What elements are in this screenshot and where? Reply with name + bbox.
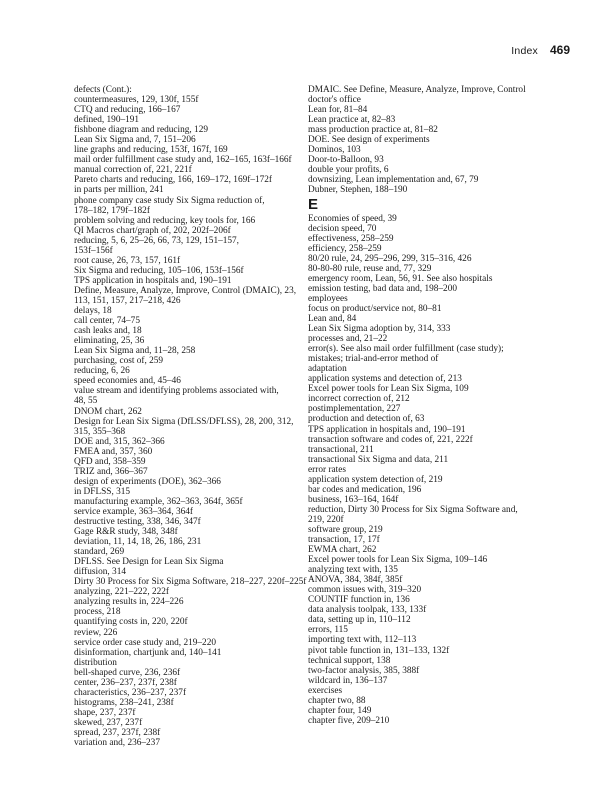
index-subentry: Gage R&R study, 348, 348f bbox=[74, 527, 178, 538]
index-subentry: common issues with, 319–320 bbox=[308, 585, 422, 596]
index-subentry: chapter five, 209–210 bbox=[308, 715, 390, 726]
index-subentry: quantifying costs in, 220, 220f bbox=[74, 617, 188, 628]
index-subentry: decision speed, 70 bbox=[308, 223, 377, 234]
index-subentry: histograms, 238–241, 238f bbox=[74, 697, 174, 708]
index-entry: exercises bbox=[308, 685, 343, 696]
index-subentry: production and detection of, 63 bbox=[308, 414, 425, 425]
index-entry: disinformation, chartjunk and, 140–141 bbox=[74, 647, 222, 658]
index-entry: doctor's office bbox=[308, 95, 361, 106]
index-letter-heading: E bbox=[308, 195, 319, 213]
index-subentry: analyzing results in, 224–226 bbox=[74, 597, 184, 608]
index-subentry: Six Sigma and reducing, 105–106, 153f–156f bbox=[74, 265, 244, 276]
index-subentry: shape, 237, 237f bbox=[74, 707, 136, 718]
index-subentry: in DFLSS, 315 bbox=[74, 486, 131, 497]
index-subentry: DOE and, 315, 362–366 bbox=[74, 436, 165, 447]
index-subentry: QI Macros chart/graph of, 202, 202f–206f bbox=[74, 225, 231, 236]
index-entry: EWMA chart, 262 bbox=[308, 545, 377, 556]
index-subentry: transactional Six Sigma and data, 211 bbox=[308, 454, 449, 465]
index-entry: deviation, 11, 14, 18, 26, 186, 231 bbox=[74, 537, 202, 548]
index-subentry: Lean Six Sigma adoption by, 314, 333 bbox=[308, 324, 451, 335]
index-subentry: chapter four, 149 bbox=[308, 705, 372, 716]
index-subentry: Lean and, 84 bbox=[308, 313, 357, 324]
index-subentry: TPS application in hospitals and, 190–191 bbox=[74, 275, 232, 286]
index-subentry: Lean Six Sigma and, 11–28, 258 bbox=[74, 346, 196, 357]
index-subentry: 219, 220f bbox=[308, 514, 344, 525]
index-subentry: reducing, 5, 6, 25–26, 66, 73, 129, 151–157, bbox=[74, 235, 240, 246]
index-subentry: focus on product/service not, 80–81 bbox=[308, 303, 442, 314]
running-header bbox=[511, 43, 570, 59]
index-entry: Dirty 30 Process for Six Sigma Software, 218–227, 220f–225f bbox=[74, 577, 307, 588]
index-subentry: two-factor analysis, 385, 388f bbox=[308, 665, 420, 676]
index-subentry: analyzing text with, 135 bbox=[308, 565, 398, 576]
index-entry: design of experiments (DOE), 362–366 bbox=[74, 476, 221, 487]
index-subentry: countermeasures, 129, 130f, 155f bbox=[74, 95, 199, 106]
index-entry: error rates bbox=[308, 464, 346, 475]
index-entry: defects (Cont.): bbox=[74, 85, 132, 95]
index-subentry: characteristics, 236–237, 237f bbox=[74, 687, 187, 698]
index-subentry: fishbone diagram and reducing, 129 bbox=[74, 125, 208, 136]
index-subentry: purchasing, cost of, 259 bbox=[74, 356, 164, 367]
index-subentry: Pareto charts and reducing, 166, 169–172, 169f–172f bbox=[74, 175, 273, 186]
index-entry: 80/20 rule, 24, 295–296, 299, 315–316, 426 bbox=[308, 253, 472, 264]
index-subentry: center, 236–237, 237f, 238f bbox=[74, 677, 177, 688]
index-subentry: skewed, 237, 237f bbox=[74, 717, 143, 728]
index-subentry: manufacturing example, 362–363, 364f, 365f bbox=[74, 496, 243, 507]
index-subentry: transaction software and codes of, 221, 222f bbox=[308, 434, 473, 445]
index-subentry: importing text with, 112–113 bbox=[308, 635, 417, 646]
index-subentry: review, 226 bbox=[74, 627, 118, 638]
index-subentry: data analysis toolpak, 133, 133f bbox=[308, 605, 427, 616]
index-subentry: CTQ and reducing, 166–167 bbox=[74, 105, 181, 116]
index-entry: destructive testing, 338, 346, 347f bbox=[74, 517, 201, 528]
index-subentry: Lean practice at, 82–83 bbox=[308, 115, 396, 126]
index-subentry: value stream and identifying problems associated with, bbox=[74, 386, 279, 397]
index-subentry: in parts per million, 241 bbox=[74, 185, 164, 196]
index-subentry: root cause, 26, 73, 157, 161f bbox=[74, 255, 181, 266]
index-entry: DMAIC. See Define, Measure, Analyze, Improve, Control bbox=[308, 85, 526, 95]
index-subentry: TRIZ and, 366–367 bbox=[74, 466, 148, 477]
index-subentry: chapter two, 88 bbox=[308, 695, 366, 706]
index-subentry: problem solving and reducing, key tools for, 166 bbox=[74, 215, 256, 226]
index-subentry: Excel power tools for Lean Six Sigma, 109 bbox=[308, 384, 469, 395]
index-subentry: 48, 55 bbox=[74, 396, 98, 407]
index-entry: diffusion, 314 bbox=[74, 567, 126, 578]
index-entry: Design for Lean Six Sigma (DfLSS/DFLSS), 28, 200, 312, bbox=[74, 416, 294, 427]
index-subentry: cash leaks and, 18 bbox=[74, 326, 142, 337]
index-subentry: processes and, 21–22 bbox=[308, 334, 388, 345]
index-subentry: business, 163–164, 164f bbox=[308, 494, 399, 505]
index-subentry: pivot table function in, 131–133, 132f bbox=[308, 645, 450, 656]
index-entry: Dubner, Stephen, 188–190 bbox=[308, 185, 408, 196]
index-subentry: Lean Six Sigma and, 7, 151–206 bbox=[74, 135, 196, 146]
index-entry: efficiency, 258–259 bbox=[308, 243, 382, 254]
index-subentry: application system detection of, 219 bbox=[308, 474, 443, 485]
index-subentry: technical support, 138 bbox=[308, 655, 391, 666]
section-title: Index bbox=[511, 45, 538, 57]
index-subentry: manual correction of, 221, 221f bbox=[74, 165, 192, 176]
index-subentry: software group, 219 bbox=[308, 524, 383, 535]
index-subentry: process, 218 bbox=[74, 607, 121, 618]
index-subentry: spread, 237, 237f, 238f bbox=[74, 728, 161, 738]
index-subentry: postimplementation, 227 bbox=[308, 404, 401, 415]
index-subentry: FMEA and, 357, 360 bbox=[74, 446, 153, 457]
index-subentry: incorrect correction of, 212 bbox=[308, 394, 410, 405]
index-column-left bbox=[74, 85, 306, 748]
index-entry: employees bbox=[308, 293, 348, 304]
index-subentry: variation and, 236–237 bbox=[74, 738, 160, 749]
index-subentry: reduction, Dirty 30 Process for Six Sigma Software and, bbox=[308, 504, 518, 515]
index-subentry: errors, 115 bbox=[308, 625, 348, 636]
index-subentry: ANOVA, 384, 384f, 385f bbox=[308, 575, 403, 586]
index-subentry: mass production practice at, 81–82 bbox=[308, 125, 438, 136]
index-subentry: wildcard in, 136–137 bbox=[308, 675, 388, 686]
index-entry: delays, 18 bbox=[74, 306, 112, 317]
index-subentry: bell-shaped curve, 236, 236f bbox=[74, 667, 181, 678]
index-entry: DNOM chart, 262 bbox=[74, 406, 142, 417]
index-subentry: mistakes; trial-and-error method of bbox=[308, 354, 439, 365]
index-subentry: transactional, 211 bbox=[308, 444, 374, 455]
index-entry: DOE. See design of experiments bbox=[308, 135, 430, 146]
index-subentry: TPS application in hospitals and, 190–191 bbox=[308, 424, 466, 435]
index-subentry: call center, 74–75 bbox=[74, 316, 140, 327]
index-entry: downsizing, Lean implementation and, 67, 79 bbox=[308, 175, 479, 186]
index-subentry: transaction, 17, 17f bbox=[308, 535, 380, 546]
index-subentry: service example, 363–364, 364f bbox=[74, 506, 194, 517]
index-subentry: application systems and detection of, 213 bbox=[308, 374, 462, 385]
index-subentry: analyzing, 221–222, 222f bbox=[74, 587, 170, 598]
index-subentry: phone company case study Six Sigma reduction of, bbox=[74, 195, 265, 206]
index-subentry: line graphs and reducing, 153f, 167f, 169 bbox=[74, 145, 228, 156]
index-entry: distribution bbox=[74, 657, 117, 668]
index-subentry: mail order fulfillment case study and, 162–165, 163f–166f bbox=[74, 155, 292, 166]
index-entry: Dominos, 103 bbox=[308, 145, 361, 156]
index-subentry: bar codes and medication, 196 bbox=[308, 484, 422, 495]
index-entry: Door-to-Balloon, 93 bbox=[308, 155, 384, 166]
index-column-right bbox=[308, 85, 570, 726]
index-subentry: service order case study and, 219–220 bbox=[74, 637, 216, 648]
index-subentry: 113, 151, 157, 217–218, 426 bbox=[74, 295, 181, 306]
page-number: 469 bbox=[549, 43, 570, 57]
index-subentry: data, setting up in, 110–112 bbox=[308, 615, 411, 626]
index-entry: Economies of speed, 39 bbox=[308, 213, 397, 224]
index-subentry: eliminating, 25, 36 bbox=[74, 336, 145, 347]
index-subentry: QFD and, 358–359 bbox=[74, 456, 146, 467]
index-subentry: Lean for, 81–84 bbox=[308, 105, 368, 116]
index-subentry: 315, 355–368 bbox=[74, 426, 126, 437]
index-subentry: adaptation bbox=[308, 364, 347, 375]
index-subentry: COUNTIF function in, 136 bbox=[308, 595, 410, 606]
index-subentry: speed economies and, 45–46 bbox=[74, 376, 181, 387]
index-subentry: defined, 190–191 bbox=[74, 115, 140, 126]
index-entry: 80-80-80 rule, reuse and, 77, 329 bbox=[308, 263, 432, 274]
index-entry: Define, Measure, Analyze, Improve, Control (DMAIC), 23, bbox=[74, 285, 297, 296]
index-entry: double your profits, 6 bbox=[308, 165, 389, 176]
index-entry: Excel power tools for Lean Six Sigma, 109–146 bbox=[308, 555, 488, 566]
index-entry: error(s). See also mail order fulfillment (case study); bbox=[308, 344, 504, 355]
index-subentry: 153f–156f bbox=[74, 245, 113, 256]
index-subentry: reducing, 6, 26 bbox=[74, 366, 130, 377]
index-subentry: standard, 269 bbox=[74, 547, 125, 558]
index-entry: effectiveness, 258–259 bbox=[308, 233, 394, 244]
index-entry: DFLSS. See Design for Lean Six Sigma bbox=[74, 557, 224, 568]
index-subentry: 178–182, 179f–182f bbox=[74, 205, 150, 216]
index-entry: emission testing, bad data and, 198–200 bbox=[308, 283, 457, 294]
index-entry: emergency room, Lean, 56, 91. See also hospitals bbox=[308, 273, 493, 284]
